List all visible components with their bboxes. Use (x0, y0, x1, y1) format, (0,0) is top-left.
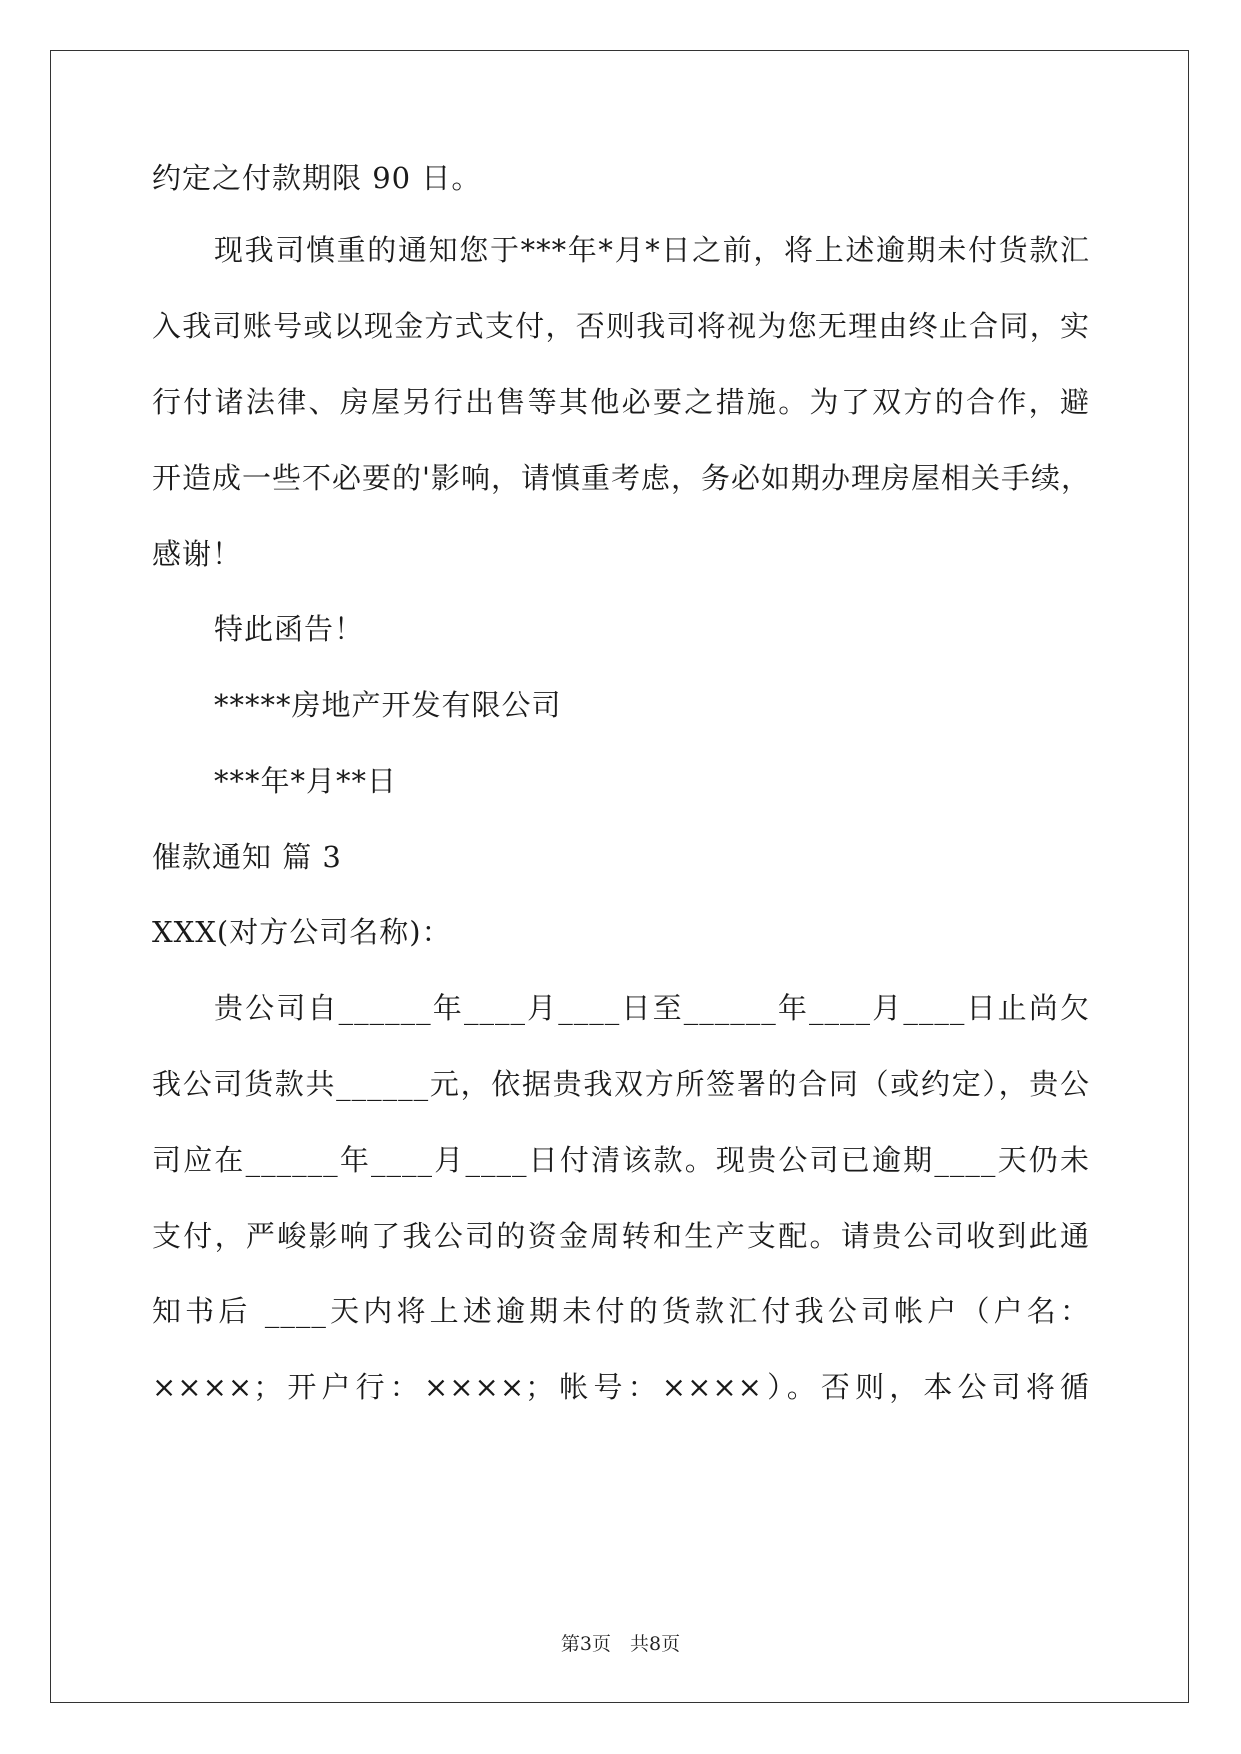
company-name: *****房地产开发有限公司 (214, 688, 562, 722)
addressee-line: XXX(对方公司名称)： (152, 915, 452, 949)
signature-date: ***年*月**日 (214, 764, 398, 798)
notice-line-5: 知书后 ____天内将上述逾期未付的货款汇付我公司帐户（户名： (152, 1294, 1090, 1328)
body-line-1: 约定之付款期限 90 日。 (152, 161, 482, 195)
notice-line-1: 贵公司自______年____月____日至______年____月____日止尚欠 (214, 991, 1090, 1025)
notice-line-2: 我公司货款共______元，依据贵我双方所签署的合同（或约定），贵公 (152, 1067, 1090, 1101)
notice-line-4: 支付，严峻影响了我公司的资金周转和生产支配。请贵公司收到此通 (152, 1219, 1090, 1253)
body-line-5: 开造成一些不必要的'影响，请慎重考虑，务必如期办理房屋相关手续， (152, 461, 1091, 495)
body-line-4: 行付诸法律、房屋另行出售等其他必要之措施。为了双方的合作，避 (152, 385, 1090, 419)
section-heading: 催款通知 篇 3 (152, 840, 342, 874)
body-line-3: 入我司账号或以现金方式支付，否则我司将视为您无理由终止合同，实 (152, 309, 1090, 343)
notice-line-3: 司应在______年____月____日付清该款。现贵公司已逾期____天仍未 (152, 1143, 1090, 1177)
body-line-6: 感谢！ (152, 537, 243, 571)
notice-line-6: ××××；开户行：××××；帐号：××××）。否则，本公司将循 (152, 1370, 1090, 1404)
closing-line: 特此函告！ (214, 612, 365, 646)
page-number-footer: 第3页 共8页 (560, 1633, 681, 1655)
body-line-2: 现我司慎重的通知您于***年*月*日之前，将上述逾期未付货款汇 (214, 233, 1090, 267)
